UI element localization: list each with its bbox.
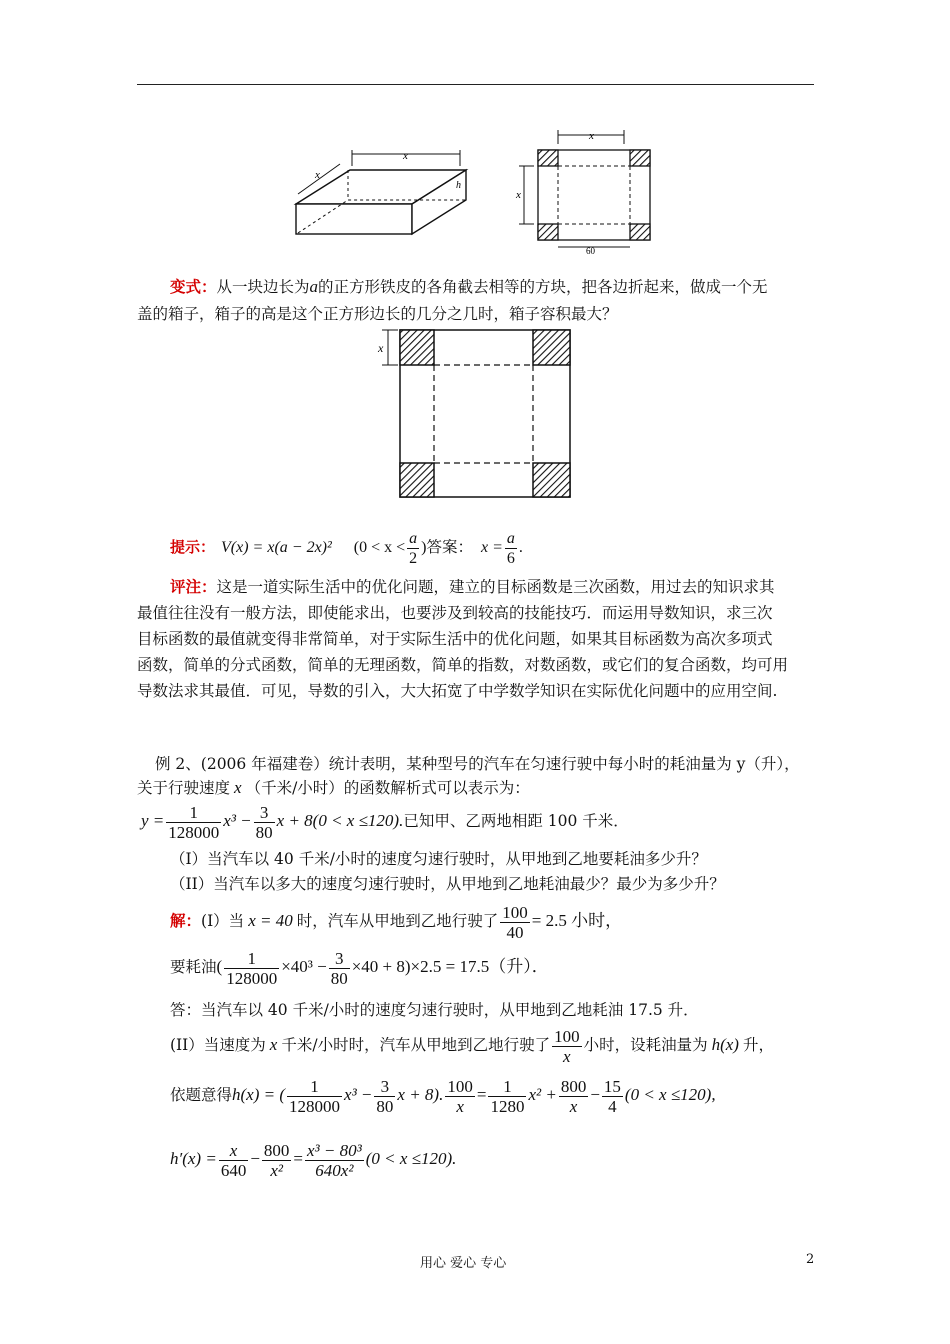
variant-text-a: 从一块边长为 [216, 278, 310, 296]
variant-var-a: a [309, 277, 319, 296]
solution-line-3: 答：当汽车以 40 千米/小时的速度匀速行驶时，从甲地到乙地耗油 17.5 升． [170, 1001, 699, 1019]
hint-answer-frac: $\frac{a}{6}$ [506, 529, 515, 567]
net-label-x-top: x [589, 130, 594, 142]
net-label-60: 60 [586, 246, 595, 256]
variant-label: 变式： [170, 277, 217, 296]
box-label-x: x [403, 150, 408, 162]
sheet-label-x: x [378, 341, 384, 355]
box-label-h: h [456, 180, 461, 191]
solution-label: 解： [170, 911, 202, 930]
hint-answer-lhs: x = [481, 539, 503, 556]
comment-line-5: 导数法求其最值．可见，导数的引入，大大拓宽了中学数学知识在实际优化问题中的应用空间. [137, 682, 778, 700]
hint-domain-left: (0 < x < [353, 539, 406, 556]
example2-equation: y = $\frac{1}{128000}$ x³ − $\frac{3}{80}$ x + 8(0 < x ≤120).已知甲、乙两地相距 100 千米． [141, 802, 629, 842]
comment-text-1: 这是一道实际生活中的优化问题，建立的目标函数是三次函数，用过去的知识求其 [216, 578, 775, 596]
hint-answer-end: . [518, 539, 523, 556]
solution-line-2: 要耗油( $\frac{1}{128000}$ ×40³ − $\frac{3}{80}$ ×40 + 8)×2.5 = 17.5（升）． [170, 948, 549, 988]
variant-line-1 [170, 277, 768, 297]
page-number: 2 [806, 1252, 815, 1267]
question-2: （II）当汽车以多大的速度匀速行驶时，从甲地到乙地耗油最少？最少为多少升？ [170, 875, 725, 893]
net-label-x-left: x [516, 189, 521, 201]
solution-line-4: (II）当速度为 x 千米/小时时，汽车从甲地到乙地行驶了 $\frac{100}{x}$ 小时，设耗油量为 h(x) 升， [170, 1026, 774, 1066]
variant-text-b: 的正方形铁皮的各角截去相等的方块，把各边折起来，做成一个无 [318, 278, 768, 296]
hint-answer-label: 答案： [426, 538, 474, 556]
hint-domain-right: ) [421, 539, 427, 556]
hint-frac: $\frac{a}{2}$ [409, 529, 418, 567]
sheet-figure [376, 328, 572, 500]
solution-line-5: 依题意得h(x) = ( $\frac{1}{128000}$ x³ − $\frac{3}{80}$ x + 8). $\frac{100}{x}$ = $\frac{1}{1280}$ x² + $\frac{800}{x}$ − $\frac{15}{4}$ (0 < x ≤120), [170, 1076, 716, 1116]
box-label-x-side: x [315, 169, 320, 181]
header-rule [137, 84, 814, 85]
variant-line-2: 盖的箱子，箱子的高是这个正方形边长的几分之几时，箱子容积最大？ [137, 305, 618, 323]
example2-line-1: 例 2、(2006 年福建卷）统计表明，某种型号的汽车在匀速行驶中每小时的耗油量为 y（升）， [155, 755, 800, 773]
solution-line-1: 解：(I）当 x = 40 时，汽车从甲地到乙地行驶了 $\frac{100}{40}$ = 2.5 小时， [170, 902, 623, 942]
box-figure [290, 148, 470, 240]
solution-line-6: h′(x) = $\frac{x}{640}$ − $\frac{800}{\text{x²}}$ = $\frac{\text{x³ − 80³}}{\text{640x²}}$ (0 < x ≤120). [170, 1140, 457, 1180]
hint-formula: V(x) = x(a − 2x)² [221, 539, 332, 556]
comment-line-4: 函数，简单的分式函数，简单的无理函数，简单的指数，对数函数，或它们的复合函数，均可用 [137, 656, 789, 674]
hint-line [170, 527, 523, 568]
hint-label: 提示： [170, 538, 216, 556]
net-figure [514, 128, 656, 258]
example2-line-2: 关于行驶速度 x （千米/小时）的函数解析式可以表示为： [137, 778, 530, 797]
comment-line-3: 目标函数的最值就变得非常简单，对于实际生活中的优化问题，如果其目标函数为高次多项式 [137, 630, 773, 648]
comment-label: 评注： [170, 577, 217, 596]
question-1: （I）当汽车以 40 千米/小时的速度匀速行驶时，从甲地到乙地要耗油多少升？ [170, 850, 707, 868]
comment-line-1 [170, 577, 775, 597]
footer-center: 用心 爱心 专心 [420, 1256, 507, 1271]
comment-line-2: 最值往往没有一般方法，即使能求出，也要涉及到较高的技能技巧．而运用导数知识，求三次 [137, 604, 773, 622]
